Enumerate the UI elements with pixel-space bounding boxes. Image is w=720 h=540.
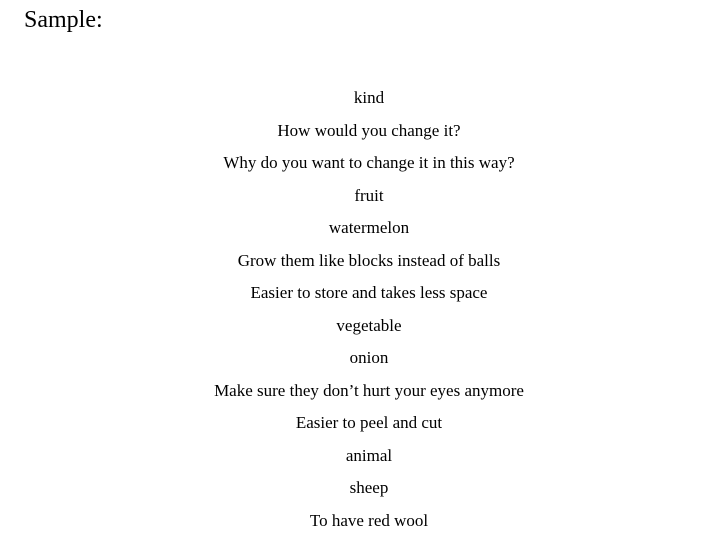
kind-animal: animal [345, 445, 393, 465]
kind-vegetable: vegetable [336, 315, 402, 335]
header-kind: kind [353, 88, 385, 108]
item-watermelon: watermelon [328, 218, 410, 238]
change-sheep: To have red wool [309, 510, 429, 530]
page-title: Sample: [24, 7, 103, 33]
item-onion: onion [349, 348, 389, 368]
header-how-change: How would you change it? [277, 120, 461, 140]
change-watermelon: Grow them like blocks instead of balls [237, 250, 501, 270]
item-sheep: sheep [349, 478, 389, 498]
reason-watermelon: Easier to store and takes less space [250, 283, 488, 303]
kind-fruit: fruit [354, 185, 384, 205]
change-onion: Make sure they don’t hurt your eyes anymore [214, 380, 524, 400]
header-why-change: Why do you want to change it in this way? [223, 153, 515, 173]
sample-table [0, 82, 720, 537]
reason-onion: Easier to peel and cut [295, 413, 443, 433]
